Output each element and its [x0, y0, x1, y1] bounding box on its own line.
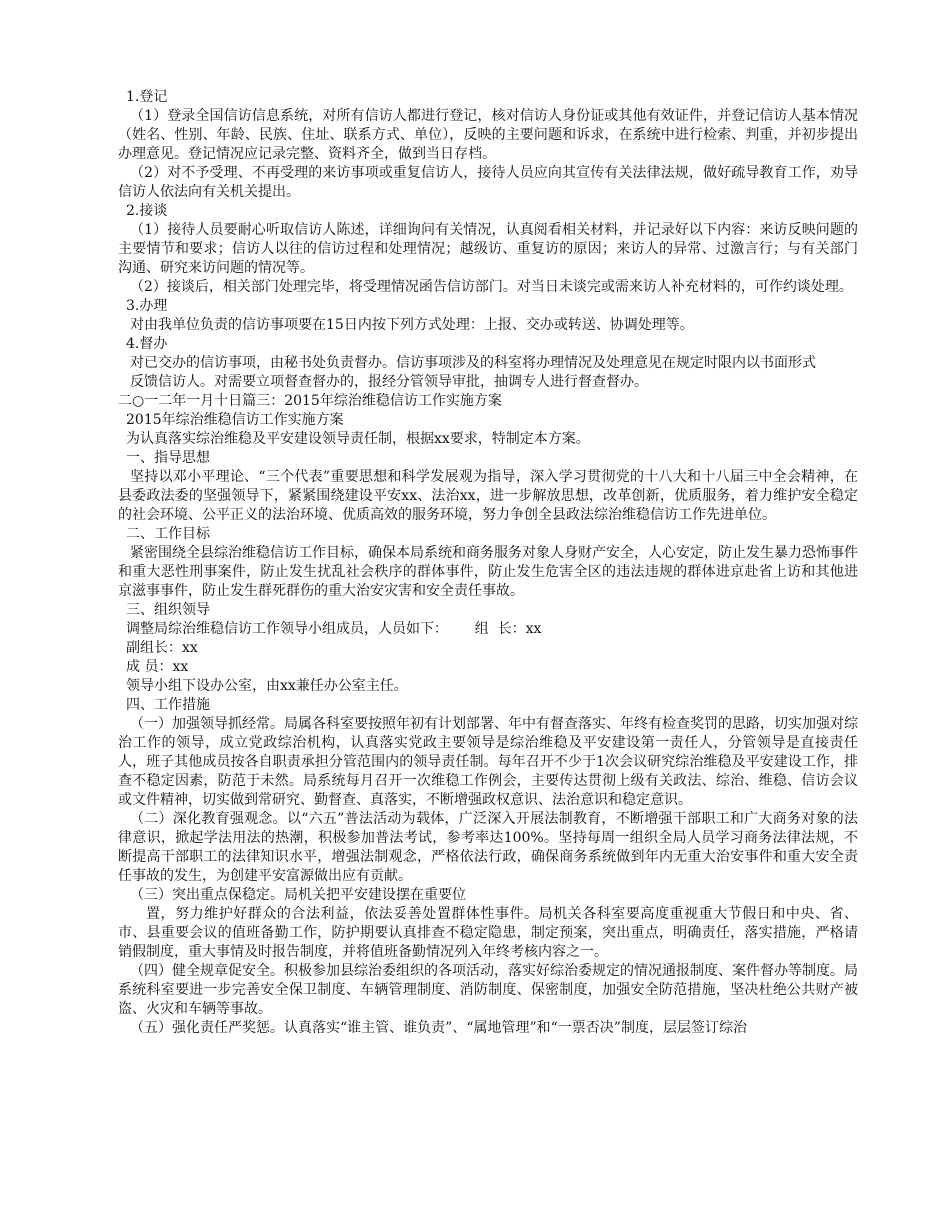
paragraph: 三、组织领导 [126, 602, 210, 618]
paragraph: 副组长：xx [126, 640, 198, 656]
paragraph: （1）登录全国信访信息系统，对所有信访人都进行登记，核对信访人身份证或其他有效证件，并登记信访人基本情况（姓名、性别、年龄、民族、住址、联系方式、单位），反映的主要问题和诉求，在系统中进行检索、判重，并初步提出办理意见。登记情况应记录完整、资料齐全，做到当日存档。 [118, 108, 858, 162]
paragraph: 置，努力维护好群众的合法利益，依法妥善处置群体性事件。局机关各科室要高度重视重大节假日和中央、省、市、县重要会议的值班备勤工作，防护期要认真排查不稳定隐患，制定预案，突出重点，明确责任，落实措施，严格请销假制度，重大事情及时报告制度，并将值班备勤情况列入年终考核内容之一。 [118, 906, 858, 960]
paragraph: （1）接待人员要耐心听取信访人陈述，详细询问有关情况，认真阅看相关材料，并记录好以下内容：来访反映问题的主要情节和要求；信访人以往的信访过程和处理情况；越级访、重复访的原因；来访人的异常、过激言行；与有关部门沟通、研究来访问题的情况等。 [118, 222, 858, 276]
paragraph: （2）接谈后，相关部门处理完毕，将受理情况函告信访部门。对当日未谈完或需来访人补充材料的，可作约谈处理。 [130, 279, 853, 295]
paragraph: （四）健全规章促安全。积极参加县综治委组织的各项活动，落实好综治委规定的情况通报制度、案件督办等制度。局系统科室要进一步完善安全保卫制度、车辆管理制度、消防制度、保密制度，加强安全防范措施，坚决杜绝公共财产被盗、火灾和车辆等事故。 [118, 963, 858, 1017]
paragraph: 3.办理 [126, 298, 168, 314]
paragraph: 成 员：xx [126, 659, 189, 675]
paragraph: 对由我单位负责的信访事项要在15日内按下列方式处理：上报、交办或转送、协调处理等。 [130, 317, 694, 333]
document-page [118, 88, 858, 1038]
paragraph: 二○一二年一月十日篇三：2015年综治维稳信访工作实施方案 [118, 393, 502, 409]
paragraph: （一）加强领导抓经常。局属各科室要按照年初有计划部署、年中有督查落实、年终有检查奖罚的思路，切实加强对综治工作的领导，成立党政综治机构，认真落实党政主要领导是综治维稳及平安建设第一责任人，分管领导是直接责任人，班子其他成员按各自职责承担分管范围内的领导责任制。每年召开不少于1次会议研究综治维稳及平安建设工作，排查不稳定因素，防范于未然。局系统每月召开一次维稳工作例会，主要传达贯彻上级有关政法、综治、维稳、信访会议或文件精神，切实做到常研究、勤督查、真落实，不断增强政权意识、法治意识和稳定意识。 [118, 716, 858, 808]
paragraph: 反馈信访人。对需要立项督查督办的，报经分管领导审批，抽调专人进行督查督办。 [130, 374, 648, 390]
paragraph: 一、指导思想 [126, 450, 210, 466]
paragraph: （五）强化责任严奖惩。认真落实“谁主管、谁负责”、“属地管理”和“一票否决”制度，层层签订综治 [130, 1020, 747, 1036]
paragraph: 为认真落实综治维稳及平安建设领导责任制，根据xx要求，特制定本方案。 [126, 431, 590, 447]
paragraph: （2）对不予受理、不再受理的来访事项或重复信访人，接待人员应向其宣传有关法律法规，做好疏导教育工作，劝导信访人依法向有关机关提出。 [118, 165, 858, 200]
paragraph: （三）突出重点保稳定。局机关把平安建设摆在重要位 [130, 887, 466, 903]
paragraph: 4.督办 [126, 336, 168, 352]
paragraph: 1.登记 [126, 89, 168, 105]
paragraph: 2.接谈 [126, 203, 168, 219]
paragraph: 领导小组下设办公室，由xx兼任办公室主任。 [126, 678, 408, 694]
paragraph: 四、工作措施 [126, 697, 210, 713]
paragraph: 紧密围绕全县综治维稳信访工作目标，确保本局系统和商务服务对象人身财产安全，人心安定，防止发生暴力恐怖事件和重大恶性刑事案件，防止发生扰乱社会秩序的群体事件，防止发生危害全区的违法违规的群体进京赴省上访和其他进京滋事事件，防止发生群死群伤的重大治安灾害和安全责任事故。 [118, 545, 858, 599]
paragraph: 对已交办的信访事项，由秘书处负责督办。信访事项涉及的科室将办理情况及处理意见在规定时限内以书面形式 [130, 355, 816, 371]
paragraph: 调整局综治维稳信访工作领导小组成员，人员如下： 组 长：xx [126, 621, 542, 637]
paragraph: （二）深化教育强观念。以“六五”普法活动为载体，广泛深入开展法制教育，不断增强干部职工和广大商务对象的法律意识，掀起学法用法的热潮，积极参加普法考试，参考率达100%。坚持每周一组织全局人员学习商务法律法规，不断提高干部职工的法律知识水平，增强法制观念，严格依法行政，确保商务系统做到年内无重大治安事件和重大安全责任事故的发生，为创建平安富源做出应有贡献。 [118, 811, 858, 884]
paragraph: 2015年综治维稳信访工作实施方案 [126, 412, 344, 428]
paragraph: 二、工作目标 [126, 526, 210, 542]
paragraph: 坚持以邓小平理论、“三个代表”重要思想和科学发展观为指导，深入学习贯彻党的十八大和十八届三中全会精神，在县委政法委的坚强领导下，紧紧围绕建设平安xx、法治xx，进一步解放思想，改革创新，优质服务，着力维护安全稳定的社会环境、公平正义的法治环境、优质高效的服务环境，努力争创全县政法综治维稳信访工作先进单位。 [118, 469, 858, 523]
